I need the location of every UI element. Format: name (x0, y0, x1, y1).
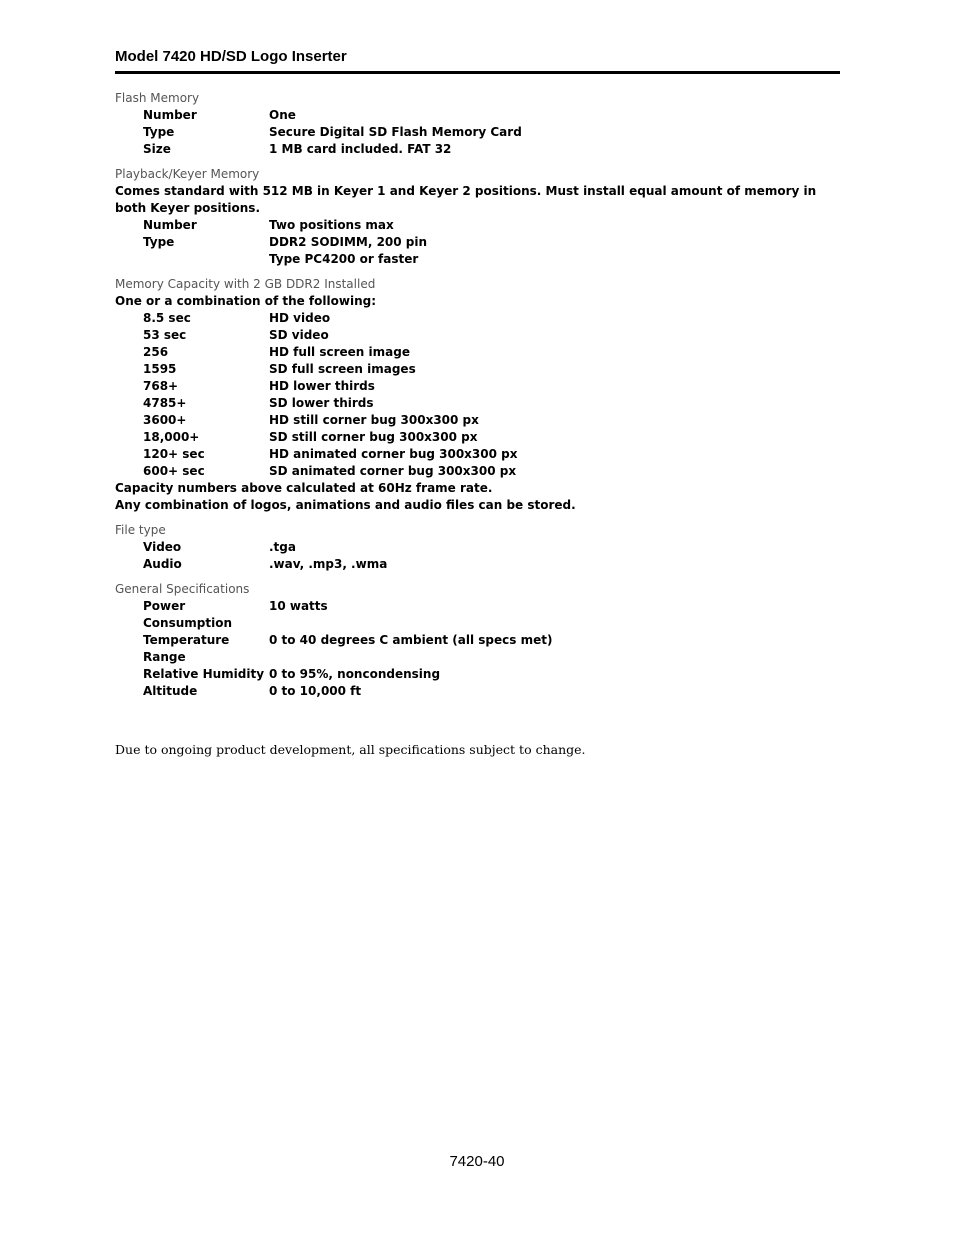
spec-label: Power Consumption (143, 599, 233, 630)
specifications-body (115, 90, 840, 708)
spec-row (115, 683, 840, 700)
capacity-note: Capacity numbers above calculated at 60Hz frame rate. (115, 481, 493, 495)
spec-row (115, 141, 840, 158)
spec-value: 0 to 40 degrees C ambient (all specs met) (269, 633, 553, 647)
section-intro: One or a combination of the following: (115, 294, 376, 308)
spec-label: 53 sec (143, 328, 187, 342)
spec-row (115, 310, 840, 327)
spec-value: SD animated corner bug 300x300 px (269, 464, 517, 478)
spec-label: 1595 (143, 362, 177, 376)
spec-value: HD video (269, 311, 331, 325)
section-flash-memory (115, 90, 840, 158)
spec-row (115, 124, 840, 141)
spec-value: HD still corner bug 300x300 px (269, 413, 479, 427)
spec-value: 0 to 95%, noncondensing (269, 667, 441, 681)
spec-label: 4785+ (143, 396, 187, 410)
section-memory-capacity (115, 276, 840, 514)
spec-label: Type (143, 235, 175, 249)
spec-value: HD animated corner bug 300x300 px (269, 447, 518, 461)
spec-label (115, 251, 269, 268)
spec-label: 18,000+ (143, 430, 200, 444)
section-intro: Comes standard with 512 MB in Keyer 1 and Keyer 2 positions. Must install equal amount of memory in both Keyer positions. (115, 184, 817, 215)
spec-label: Audio (143, 557, 182, 571)
spec-label: 256 (143, 345, 169, 359)
spec-value: SD full screen images (269, 362, 416, 376)
spec-value: 0 to 10,000 ft (269, 684, 362, 698)
spec-value: .tga (269, 540, 296, 554)
spec-value: SD still corner bug 300x300 px (269, 430, 478, 444)
spec-value: Secure Digital SD Flash Memory Card (269, 125, 522, 139)
spec-label: 768+ (143, 379, 179, 393)
spec-row (115, 361, 840, 378)
spec-value: 10 watts (269, 599, 328, 613)
header-rule (115, 71, 840, 74)
spec-value: DDR2 SODIMM, 200 pin (269, 235, 428, 249)
spec-value: Type PC4200 or faster (269, 252, 419, 266)
page-header-title: Model 7420 HD/SD Logo Inserter (115, 48, 347, 65)
spec-label: Size (143, 142, 171, 156)
section-playback-keyer-memory (115, 166, 840, 268)
spec-row (115, 598, 840, 632)
spec-value: HD lower thirds (269, 379, 375, 393)
spec-row (115, 217, 840, 234)
spec-row (115, 327, 840, 344)
section-general-specifications (115, 581, 840, 700)
section-title: File type (115, 523, 166, 537)
spec-label: 3600+ (143, 413, 187, 427)
spec-label: Number (143, 218, 197, 232)
spec-value: 1 MB card included. FAT 32 (269, 142, 452, 156)
spec-row (115, 378, 840, 395)
section-title: Flash Memory (115, 91, 200, 105)
spec-label: Altitude (143, 684, 198, 698)
spec-label: 8.5 sec (143, 311, 191, 325)
spec-row (115, 446, 840, 463)
spec-row (115, 234, 840, 251)
section-title: Playback/Keyer Memory (115, 167, 260, 181)
spec-value: HD full screen image (269, 345, 410, 359)
spec-label: Relative Humidity (143, 667, 265, 681)
spec-row (115, 666, 840, 683)
spec-value: Two positions max (269, 218, 394, 232)
spec-row (115, 412, 840, 429)
spec-label: Number (143, 108, 197, 122)
section-title: Memory Capacity with 2 GB DDR2 Installed (115, 277, 376, 291)
spec-row (115, 251, 840, 268)
spec-row (115, 107, 840, 124)
spec-row (115, 632, 840, 666)
spec-label: 600+ sec (143, 464, 205, 478)
spec-label: 120+ sec (143, 447, 205, 461)
spec-row (115, 463, 840, 480)
spec-value: SD video (269, 328, 329, 342)
spec-row (115, 539, 840, 556)
specifications-disclaimer: Due to ongoing product development, all specifications subject to change. (115, 742, 586, 757)
spec-label: Video (143, 540, 182, 554)
section-file-type (115, 522, 840, 573)
spec-label: Temperature Range (143, 633, 230, 664)
spec-row (115, 429, 840, 446)
spec-value: .wav, .mp3, .wma (269, 557, 388, 571)
spec-row (115, 395, 840, 412)
spec-value: One (269, 108, 296, 122)
spec-row (115, 556, 840, 573)
spec-row (115, 344, 840, 361)
capacity-note: Any combination of logos, animations and audio files can be stored. (115, 498, 576, 512)
page-number: 7420-40 (449, 1153, 505, 1170)
spec-label: Type (143, 125, 175, 139)
spec-value: SD lower thirds (269, 396, 374, 410)
section-title: General Specifications (115, 582, 250, 596)
